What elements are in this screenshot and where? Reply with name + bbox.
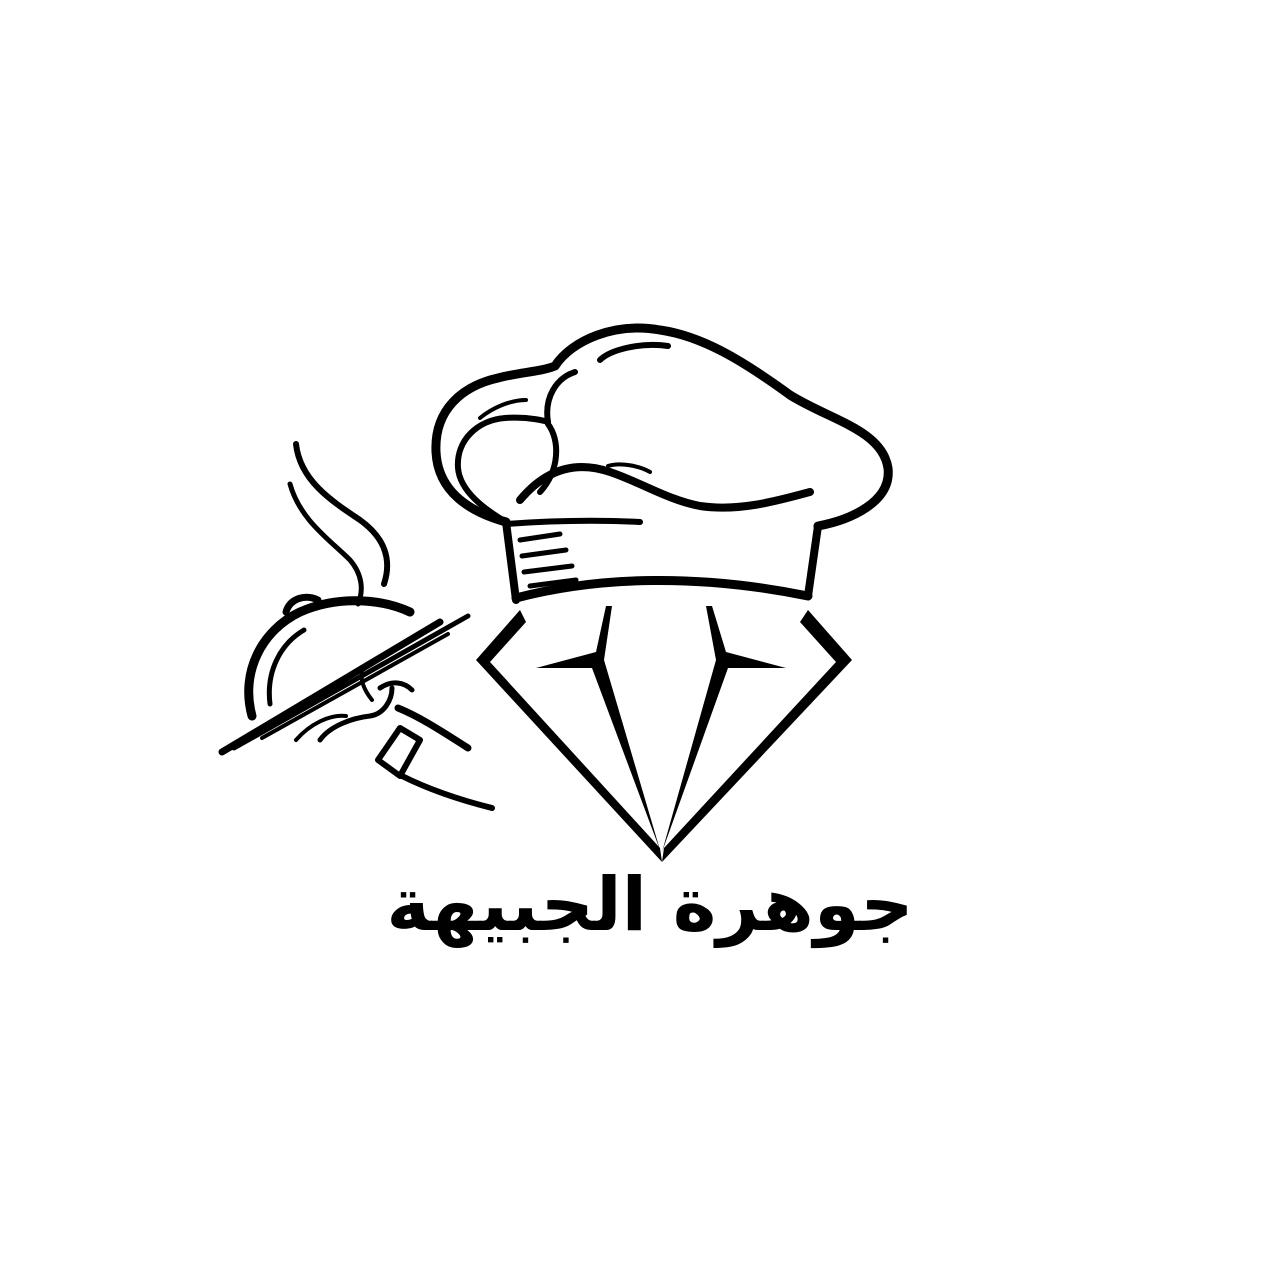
steam-icon bbox=[290, 444, 387, 604]
chef-hat-icon bbox=[436, 328, 888, 600]
brand-name: جوهرة الجبيهة bbox=[386, 862, 914, 948]
diamond-icon bbox=[476, 606, 852, 862]
